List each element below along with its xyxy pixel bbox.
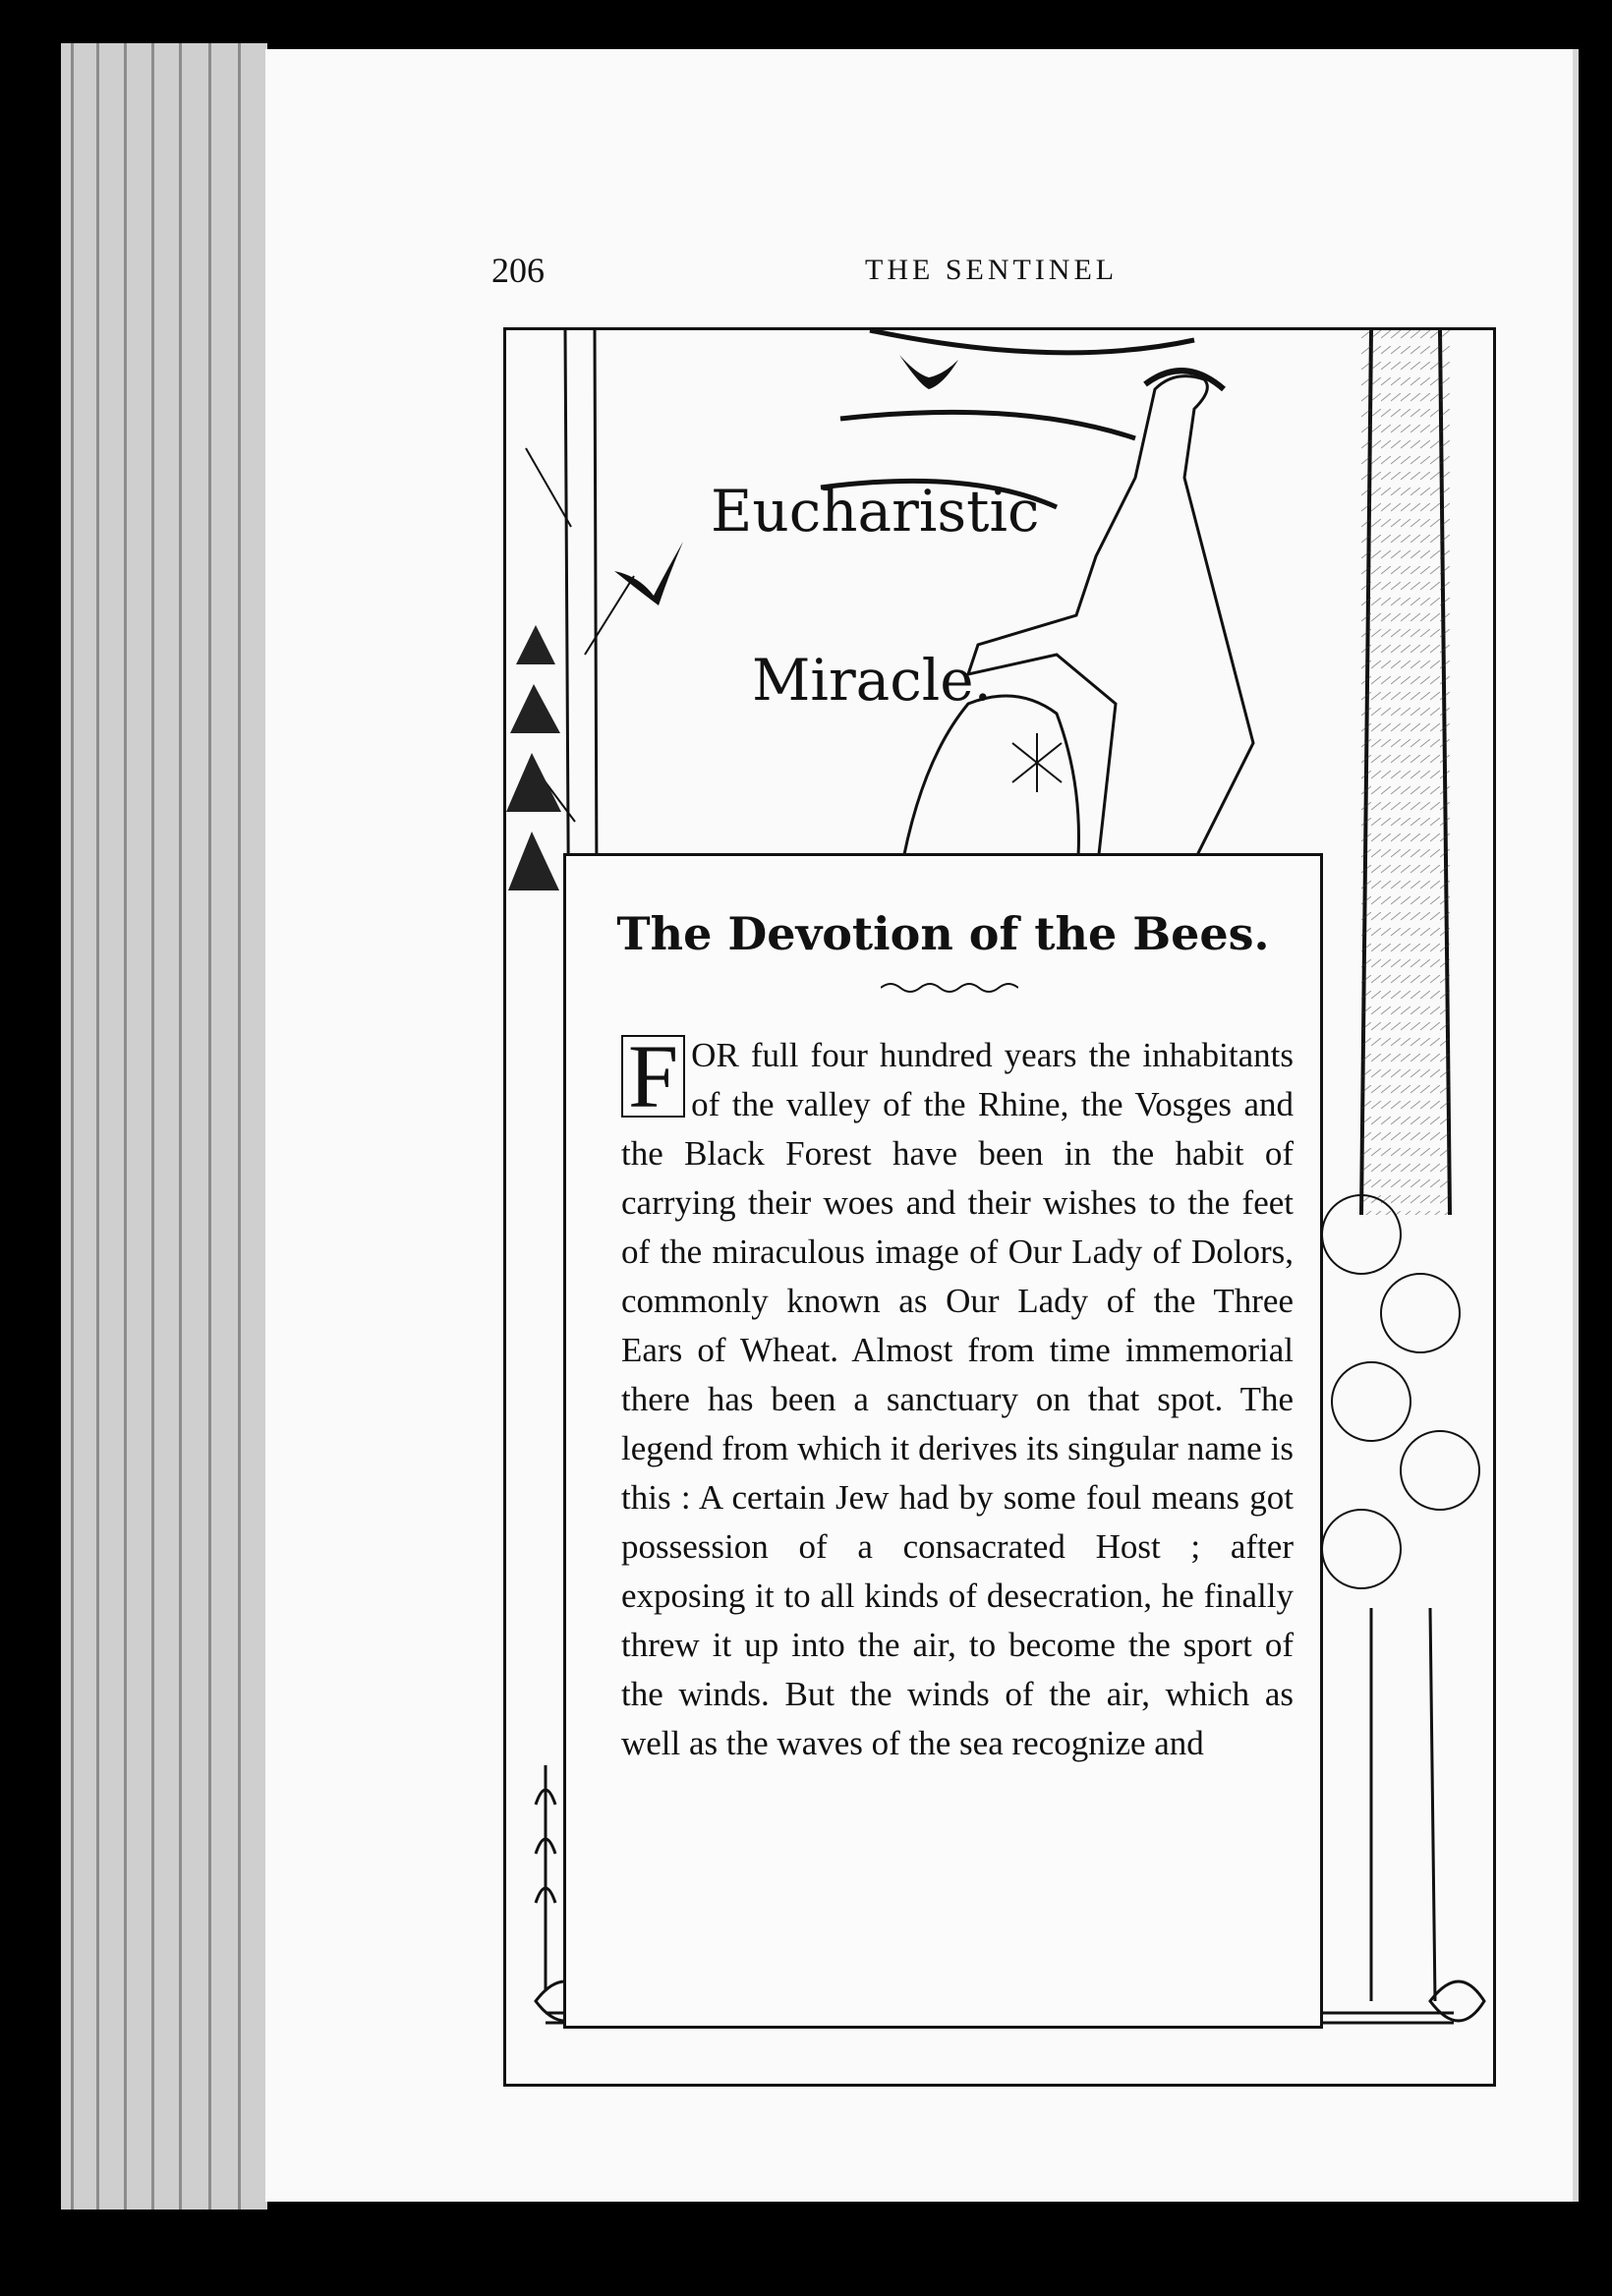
facing-page-edge [1573,49,1579,2202]
page-edge-line [71,43,74,2210]
illustration-headline-line1: Eucharistic [711,478,1040,545]
drop-cap: F [621,1035,685,1118]
illustration-headline-line2: Miracle. [752,647,993,714]
page-edge-line [208,43,211,2210]
page-edge-line [151,43,154,2210]
article-body-text: full four hundred years the inhabitants of the valley of the Rhine, the Vosges and the Black Forest have been in the habit of carrying their woes and their wishes to the feet of the miraculous image of Our Lady of Dolors, commonly known as Our Lady of the Three Ears of Wheat. Almost from time immemorial there has been a sanctuary on that spot. The legend from which it derives its singular name is this : A certain Jew had by some foul means got possession of a consacrated Host ; after exposing it to all kinds of desecration, he finally threw it up into the air, to become the sport of the winds. But the winds of the air, which as well as the waves of the sea recognize and [621,1036,1294,1762]
article-title: The Devotion of the Bees. [616,907,1270,960]
illustration-frame [503,327,1496,2087]
article-text-panel [563,853,1323,2029]
title-ornament-rule [881,980,1018,996]
first-word-rest: OR [691,1036,739,1074]
running-head: THE SENTINEL [865,254,1119,286]
page-edge-line [238,43,241,2210]
page-edge-line [179,43,182,2210]
page-edge-line [124,43,127,2210]
book-page-edges [61,43,267,2210]
page-number: 206 [491,251,545,290]
page-edge-line [96,43,99,2210]
article-body [621,1026,1294,1768]
